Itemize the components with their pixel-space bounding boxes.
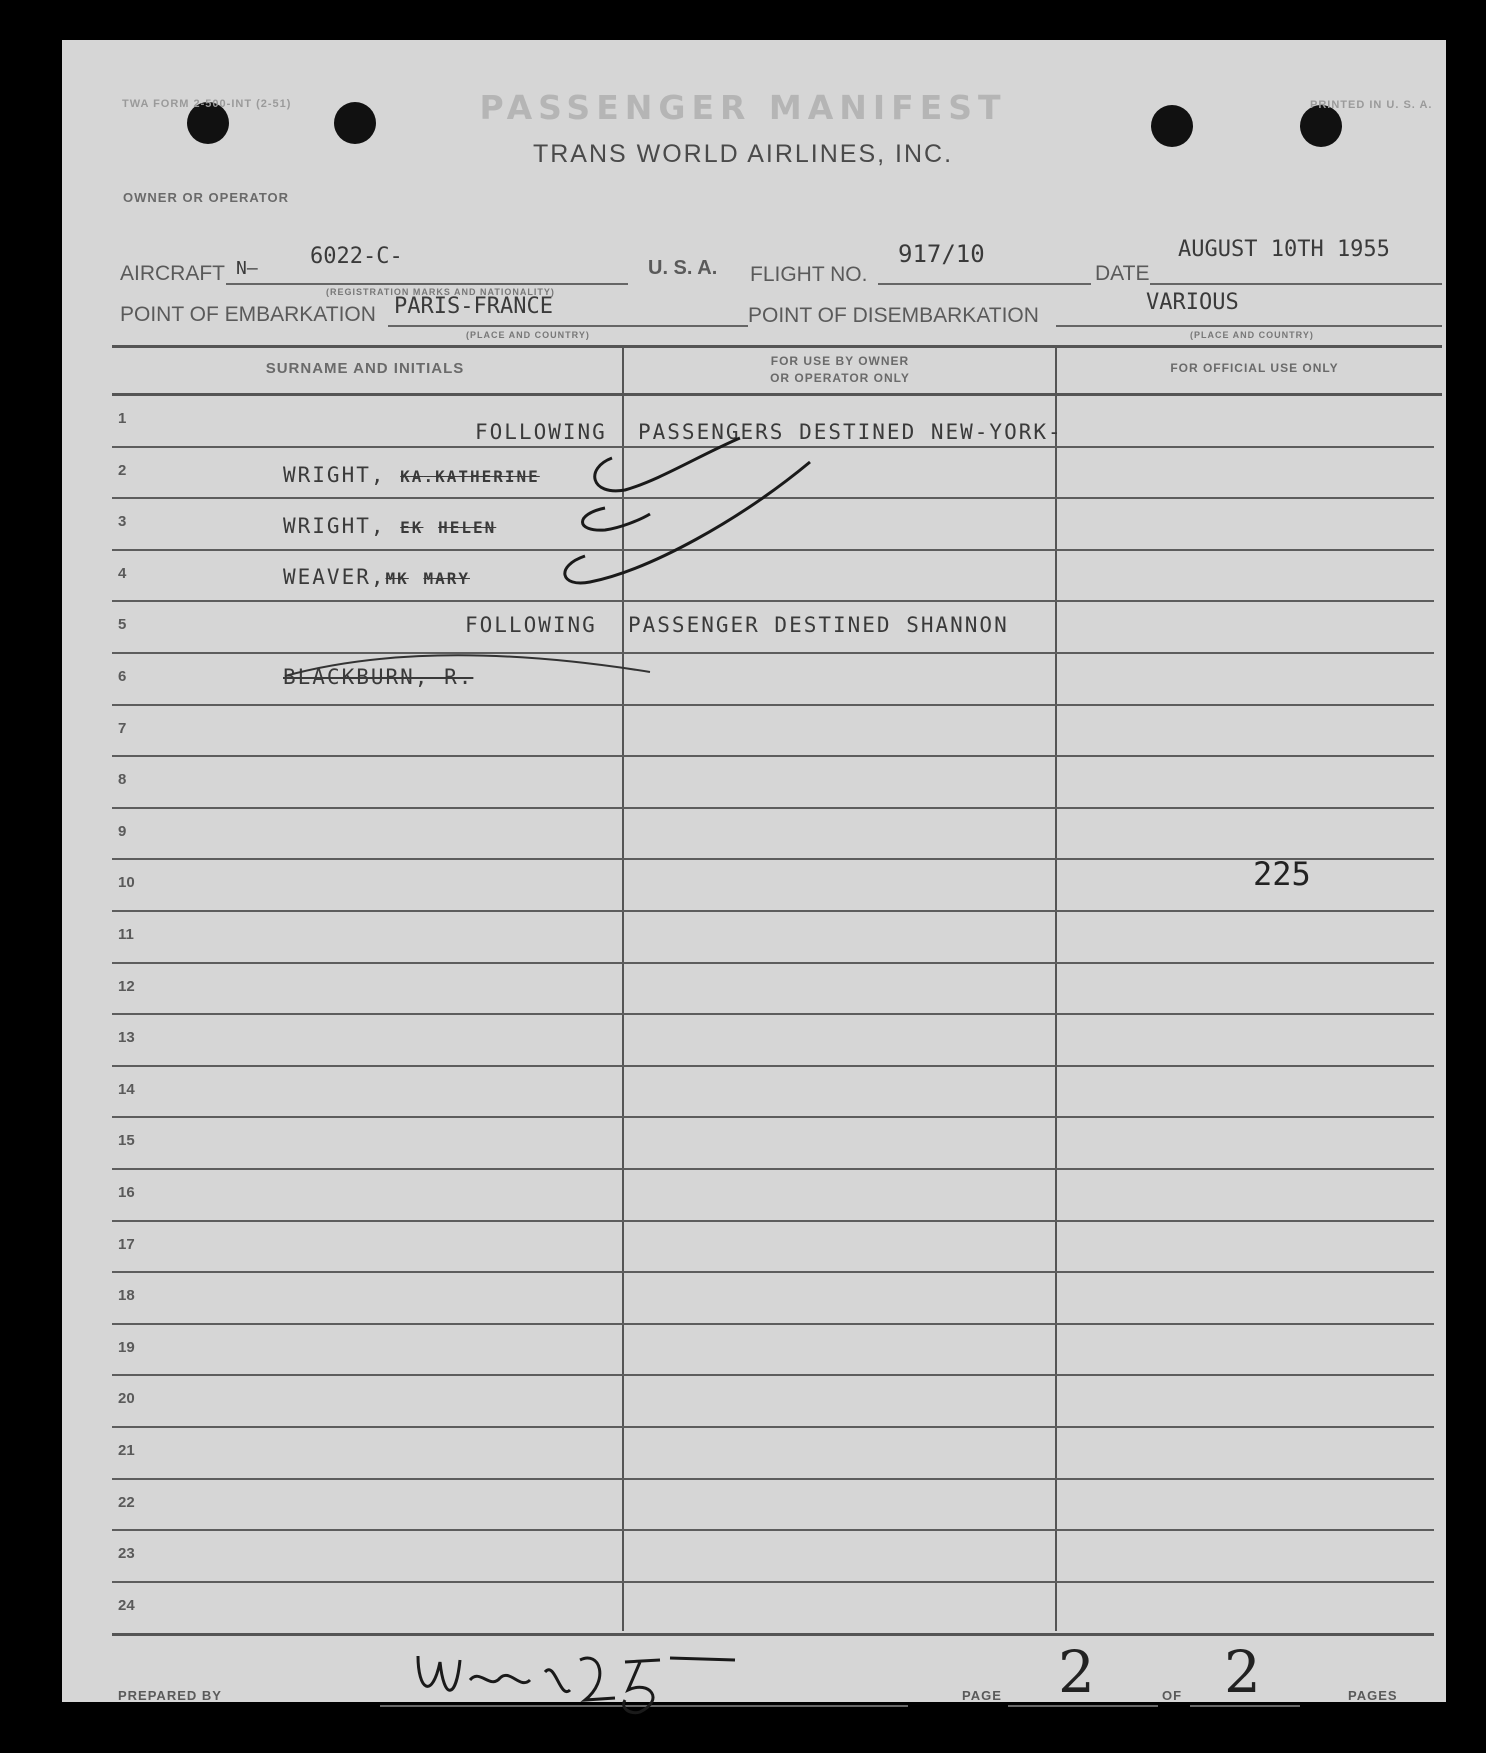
row3-given-name: HELEN (438, 518, 497, 537)
page-value: 2 (1058, 1638, 1095, 1706)
row-number: 2 (118, 461, 127, 479)
row-number: 14 (118, 1080, 135, 1098)
check-mark-row3 (583, 508, 651, 530)
of-label: OF (1162, 1688, 1183, 1703)
row-number: 16 (118, 1184, 135, 1201)
row-number: 12 (118, 977, 135, 995)
surname-column-header: SURNAME AND INITIALS (265, 360, 465, 377)
row-number: 5 (118, 616, 127, 634)
official-note: 225 (1253, 855, 1311, 893)
row-number: 23 (118, 1545, 135, 1563)
form-code: TWA FORM 2-500-INT (2-51) (122, 98, 292, 110)
row2-surname: WRIGHT, (283, 463, 386, 487)
flight-value: 917/10 (898, 240, 985, 268)
check-mark-row4 (565, 462, 810, 583)
row-number: 22 (118, 1493, 135, 1511)
row-number: 17 (118, 1235, 135, 1253)
date-label: DATE (1095, 262, 1150, 285)
aircraft-label: AIRCRAFT (120, 262, 225, 285)
aircraft-caption: (REGISTRATION MARKS AND NATIONALITY) (326, 287, 555, 297)
row5-following: FOLLOWING (465, 613, 597, 637)
row-number: 15 (118, 1132, 135, 1150)
flight-label: FLIGHT NO. (750, 263, 868, 286)
aircraft-prefix: N— (236, 258, 258, 279)
row2-struck-initials: KA (400, 467, 424, 486)
row-number: 11 (118, 926, 134, 943)
row2-given-name: .KATHERINE (423, 467, 540, 486)
signature (418, 1656, 735, 1713)
embarkation-value: PARIS-FRANCE (394, 294, 553, 319)
owner-label: OWNER OR OPERATOR (123, 190, 290, 205)
of-value: 2 (1224, 1638, 1261, 1706)
row-number: 4 (118, 564, 127, 582)
disembarkation-caption: (PLACE AND COUNTRY) (1190, 330, 1314, 340)
page-label: PAGE (962, 1688, 1002, 1703)
pages-label: PAGES (1348, 1688, 1398, 1703)
row4-surname: WEAVER, (283, 565, 386, 589)
row-number: 3 (118, 513, 127, 531)
row4-given-name: MARY (423, 569, 470, 588)
embarkation-label: POINT OF EMBARKATION (120, 303, 376, 326)
row3-struck-initials: EK (400, 518, 424, 537)
row4-struck-initials: MK (385, 569, 409, 588)
aircraft-value: 6022-C- (310, 244, 403, 269)
row-number: 18 (118, 1287, 135, 1305)
owner-use-header-line1: FOR USE BY OWNER (770, 354, 910, 368)
prepared-by-label: PREPARED BY (118, 1688, 222, 1703)
official-use-header: FOR OFFICIAL USE ONLY (1170, 361, 1339, 375)
owner-use-header-line2: OR OPERATOR ONLY (770, 371, 910, 385)
row-number: 13 (118, 1029, 135, 1047)
row6-passenger: BLACKBURN, R. (283, 665, 474, 689)
row-number: 19 (118, 1338, 135, 1356)
row1-following: FOLLOWING (475, 420, 607, 444)
row-number: 9 (118, 822, 127, 840)
row-number: 10 (118, 874, 135, 892)
check-mark-row2 (595, 438, 740, 491)
country-label: U. S. A. (648, 257, 718, 279)
row-number: 7 (118, 719, 127, 737)
page-title: PASSENGER MANIFEST (479, 88, 1007, 127)
row-number: 20 (118, 1390, 135, 1408)
row1-destination-note: PASSENGERS DESTINED NEW-YORK- (638, 420, 1063, 444)
row-number: 8 (118, 771, 127, 789)
disembarkation-label: POINT OF DISEMBARKATION (748, 304, 1039, 327)
company-name: TRANS WORLD AIRLINES, INC. (532, 140, 954, 168)
row3-surname: WRIGHT, (283, 514, 386, 538)
row-number: 21 (118, 1442, 135, 1459)
embarkation-caption: (PLACE AND COUNTRY) (466, 330, 590, 340)
row-number: 24 (118, 1596, 135, 1614)
row5-destination-note: PASSENGER DESTINED SHANNON (628, 613, 1009, 637)
row-number: 6 (118, 668, 127, 685)
strike-line-row6 (285, 655, 650, 676)
date-value: AUGUST 10TH 1955 (1178, 237, 1390, 262)
disembarkation-value: VARIOUS (1146, 290, 1239, 315)
printed-in: PRINTED IN U. S. A. (1310, 99, 1433, 111)
row-number: 1 (118, 410, 127, 427)
